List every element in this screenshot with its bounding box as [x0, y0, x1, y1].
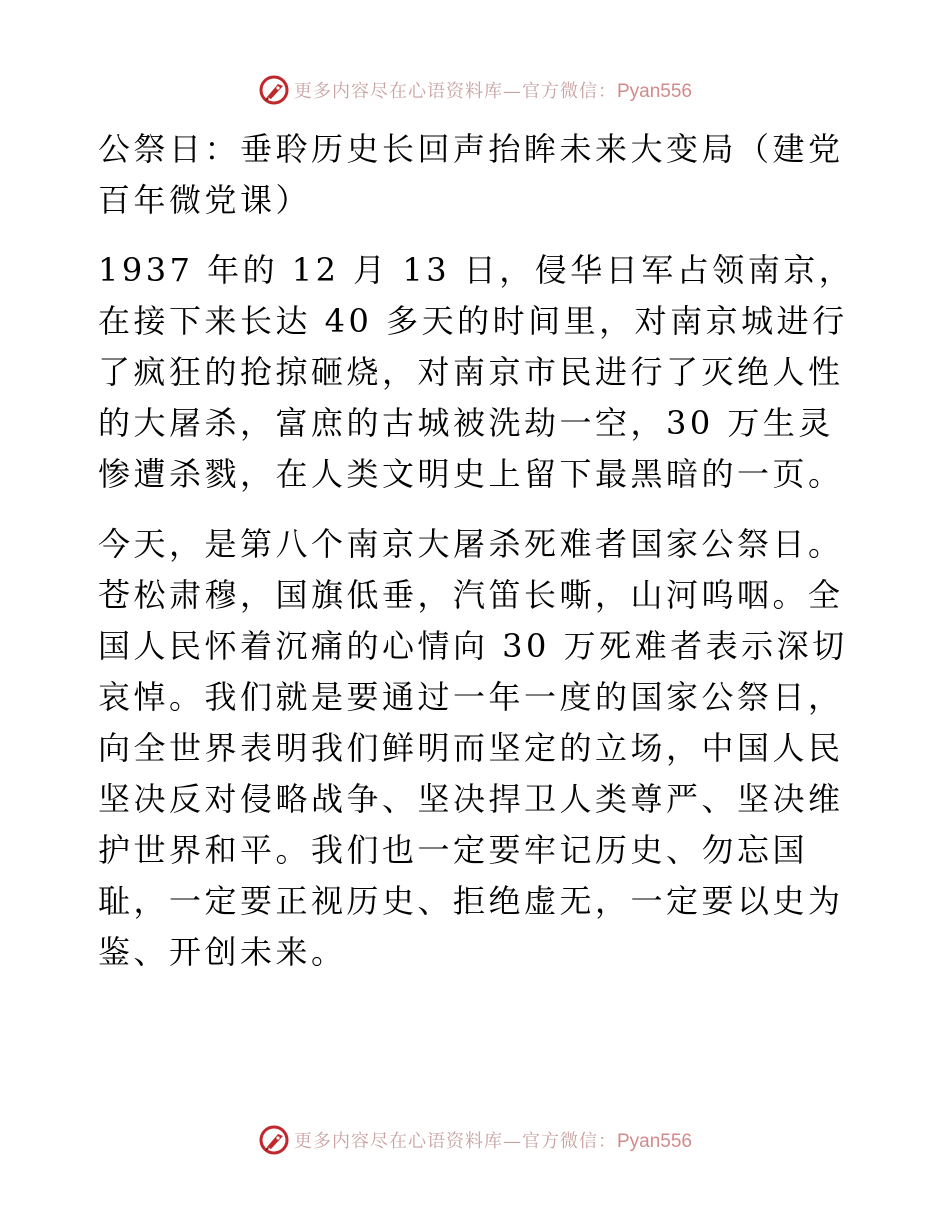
article-body: [98, 124, 858, 978]
banner-wechat-id: Pyan556: [616, 1131, 692, 1152]
footer-banner: [0, 1120, 950, 1160]
article-paragraph-2: 今天，是第八个南京大屠杀死难者国家公祭日。苍松肃穆，国旗低垂，汽笛长嘶，山河呜咽。全国人民怀着沉痛的心情向 30 万死难者表示深切哀悼。我们就是要通过一年一度的国家公祭日，向全世界表明我们鲜明而坚定的立场，中国人民坚决反对侵略战争、坚决捍卫人类尊严、坚决维护世界和平。我们也一定要牢记历史、勿忘国耻，一定要正视历史、拒绝虚无，一定要以史为鉴、开创未来。: [98, 525, 848, 971]
article-paragraph-1: 1937 年的 12 月 13 日，侵华日军占领南京，在接下来长达 40 多天的时间里，对南京城进行了疯狂的抢掠砸烧，对南京市民进行了灭绝人性的大屠杀，富庶的古城被洗劫一空，30 万生灵惨遭杀戮，在人类文明史上留下最黑暗的一页。: [98, 251, 855, 493]
banner-text: [294, 1127, 692, 1153]
banner-site-text: 更多内容尽在心语资料库—官方微信：: [293, 81, 617, 102]
banner-wechat-id: Pyan556: [616, 81, 692, 102]
article-title: 公祭日：垂聆历史长回声抬眸未来大变局（建党百年微党课）: [98, 130, 844, 219]
pen-nib-logo-icon: [258, 74, 290, 106]
header-banner: [0, 70, 950, 110]
banner-site-text: 更多内容尽在心语资料库—官方微信：: [293, 1131, 617, 1152]
header-banner-content: [258, 74, 692, 106]
banner-text: [294, 77, 692, 103]
footer-banner-content: [258, 1124, 692, 1156]
pen-nib-logo-icon: [258, 1124, 290, 1156]
